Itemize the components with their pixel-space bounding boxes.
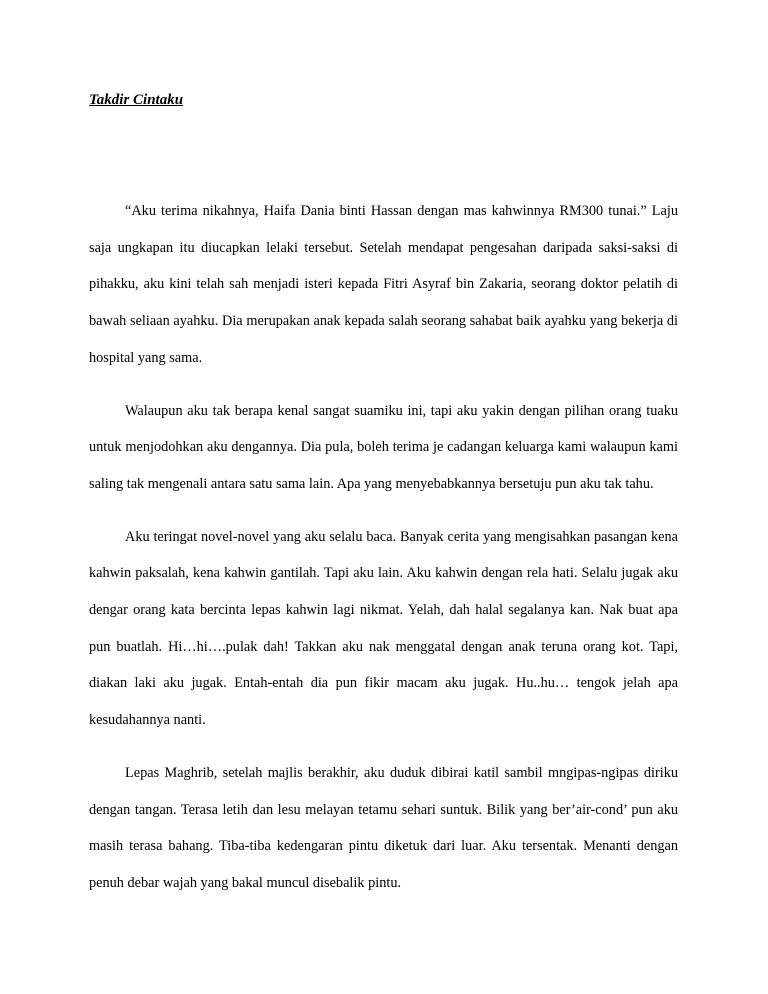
paragraph-4: Lepas Maghrib, setelah majlis berakhir, aku duduk dibirai katil sambil mngipas-ngipas diriku dengan tangan. Terasa letih dan lesu melayan tetamu sehari suntuk. Bilik yang ber’air-cond’ pun aku masih terasa bahang. Tiba-tiba kedengaran pintu diketuk dari luar. Aku tersentak. Menanti dengan penuh debar wajah yang bakal muncul disebalik pintu.: [89, 764, 678, 891]
paragraph-3: Aku teringat novel-novel yang aku selalu baca. Banyak cerita yang mengisahkan pasangan kena kahwin paksalah, kena kahwin gantilah. Tapi aku lain. Aku kahwin dengan rela hati. Selalu jugak aku dengar orang kata bercinta lepas kahwin lagi nikmat. Yelah, dah halal segalanya kan. Nak buat apa pun buatlah. Hi…hi….pulak dah! Takkan aku nak menggatal dengan anak teruna orang kot. Tapi, diakan laki aku jugak. Entah-entah dia pun fikir macam aku jugak. Hu..hu… tengok jelah apa kesudahannya nanti.: [89, 528, 678, 729]
paragraph-2: Walaupun aku tak berapa kenal sangat suamiku ini, tapi aku yakin dengan pilihan orang tuaku untuk menjodohkan aku dengannya. Dia pula, boleh terima je cadangan keluarga kami walaupun kami saling tak mengenali antara satu sama lain. Apa yang menyebabkannya bersetuju pun aku tak tahu.: [89, 402, 678, 492]
paragraph-1: “Aku terima nikahnya, Haifa Dania binti Hassan dengan mas kahwinnya RM300 tunai.” Laju saja ungkapan itu diucapkan lelaki tersebut. Setelah mendapat pengesahan daripada saksi-saksi di pihakku, aku kini telah sah menjadi isteri kepada Fitri Asyraf bin Zakaria, seorang doktor pelatih di bawah seliaan ayahku. Dia merupakan anak kepada salah seorang sahabat baik ayahku yang bekerja di hospital yang sama.: [89, 203, 678, 366]
document-title: Takdir Cintaku: [89, 92, 184, 108]
document-body: [89, 193, 678, 918]
